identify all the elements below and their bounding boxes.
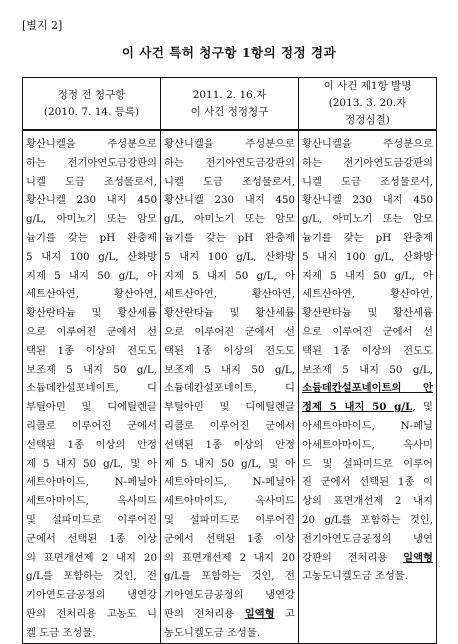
claim-text-segment: 5 내지 100 g/L, 산화방 — [302, 250, 433, 263]
header-cell-correction-request — [161, 78, 299, 131]
header-line: 이 사건 제1항 발명 — [323, 80, 412, 92]
claim-text-segment: 선택된 1종 이상의 안정 — [164, 438, 295, 451]
claim-text-line — [26, 361, 157, 380]
claim-text-segment: 세트아마이드, 옥사미드 — [164, 495, 295, 508]
claim-text-segment: 택된 1종 이상의 전도도 — [26, 344, 157, 357]
claim-text-line — [302, 135, 433, 154]
claim-text-line — [26, 455, 157, 474]
claim-text-segment: 진 군에서 선택된 1종 이 — [302, 476, 433, 489]
claim-text-line — [164, 605, 295, 624]
claim-text-line — [302, 342, 433, 361]
claim-text-segment: 보조제 5 내지 50 g/L, — [164, 363, 295, 376]
claim-text-segment: 부틸아민 및 디에틸렌글 — [164, 401, 295, 414]
claim-text-segment: 판의 전처리용 고농도 니 — [26, 607, 157, 620]
claim-text-segment: 보조제 5 내지 50 g/L, — [26, 363, 157, 376]
claim-text-segment: 및 설파미드로 이루어진 — [164, 513, 295, 526]
claim-text-line — [164, 191, 295, 210]
claim-text-line — [26, 586, 157, 605]
claim-text-line — [26, 624, 157, 643]
claim-text-claim1-invention — [299, 130, 437, 643]
claim-text-segment: g/L를 포함하는 것인, 전 — [164, 570, 295, 583]
claim-text-segment: 하는 전기아연도금강판의 — [302, 156, 433, 169]
claim-text-segment: 황산란타늄 및 황산세륨 — [26, 307, 157, 320]
claim-text-segment: 고 — [274, 607, 295, 620]
claim-text-segment: 아세트아마이드, N-페닐 — [302, 419, 433, 432]
claim-text-line — [26, 342, 157, 361]
claim-text-line — [302, 267, 433, 286]
claim-text-segment: 및 설파미드로 이루어진 — [26, 513, 157, 526]
header-line: 정정심결) — [345, 114, 390, 126]
claim-text-line — [26, 210, 157, 229]
claim-text-segment: 기아연도금공정의 냉연강 — [164, 589, 295, 602]
header-cell-claim1-invention — [299, 78, 437, 131]
claim-text-segment: 리콜로 이루어진 군에서 — [164, 419, 295, 432]
header-line: 이 사건 정정청구 — [190, 105, 269, 118]
claim-text-line — [164, 342, 295, 361]
claim-text-line — [164, 567, 295, 586]
claim-text-segment: 제 5 내지 50 g/L, 및 아 — [26, 457, 157, 470]
claim-text-segment: 하는 전기아연도금강판의 — [164, 156, 295, 169]
claim-text-segment: 늄기를 갖는 pH 완충제 — [164, 231, 295, 244]
emphasized-text: 정제 5 내지 50 g/L — [302, 401, 413, 414]
claim-text-segment: 의 표면개선제 2 내지 20 — [164, 551, 295, 564]
claim-text-line — [164, 361, 295, 380]
claim-text-line — [26, 492, 157, 511]
claim-text-segment: 아세트아마이드, 옥사미 — [302, 438, 433, 451]
claim-text-segment: 고농도니켈도금 조성물. — [302, 570, 409, 583]
claim-text-line — [26, 417, 157, 436]
claim-text-segment: 세트아마이드, N-페닐아 — [164, 476, 295, 489]
claim-text-line — [302, 379, 433, 398]
claim-text-line — [164, 586, 295, 605]
claim-text-segment: 으로 이루어진 군에서 선 — [164, 325, 295, 338]
claim-text-segment: 5 내지 100 g/L, 산화방 — [164, 250, 295, 263]
claim-text-line — [164, 417, 295, 436]
claim-text-segment: 부틸아민 및 디에틸렌글 — [26, 401, 157, 414]
claim-text-segment: 지제 5 내지 50 g/L, 아 — [164, 269, 295, 282]
claim-text-segment: 세트아마이드, N-페닐아 — [26, 476, 157, 489]
claim-text-segment: 군에서 선택된 1종 이상 — [26, 532, 157, 545]
claim-text-segment: 황산란타늄 및 황산세륨 — [164, 307, 295, 320]
claim-text-line — [164, 323, 295, 342]
claim-text-line — [164, 248, 295, 267]
emphasized-text: 일액형 — [403, 551, 433, 564]
claim-text-line — [164, 398, 295, 417]
claim-text-segment: 늄기를 갖는 pH 완충제 — [26, 231, 157, 244]
claim-text-line — [26, 229, 157, 248]
body-row — [23, 130, 437, 643]
claim-text-segment: , 및 — [412, 401, 433, 414]
claim-text-line — [164, 154, 295, 173]
claim-text-line — [26, 398, 157, 417]
claim-text-segment: 세트산아연, 황산아연, — [302, 288, 433, 301]
claim-text-segment: 선택된 1종 이상의 안정 — [26, 438, 157, 451]
claim-text-line — [26, 530, 157, 549]
annex-label: [별지 2] — [22, 19, 63, 32]
claim-text-line — [164, 267, 295, 286]
claim-text-line — [302, 436, 433, 455]
claim-text-segment: 켈 도금 조성물. — [26, 626, 96, 639]
claim-text-segment: 지제 5 내지 50 g/L, 아 — [302, 269, 433, 282]
claim-text-segment: 택된 1종 이상의 전도도 — [164, 344, 295, 357]
claim-text-line — [26, 173, 157, 192]
claim-text-line — [302, 361, 433, 380]
claim-text-segment: 리콜로 이루어진 군에서 — [26, 419, 157, 432]
claim-text-segment: 하는 전기아연도금강판의 — [26, 156, 157, 169]
claim-text-line — [26, 267, 157, 286]
claim-text-segment: g/L, 아미노기 또는 암모 — [26, 213, 157, 226]
claim-text-segment: 드 및 설파미드로 이루어 — [302, 457, 433, 470]
claim-text-line — [302, 549, 433, 568]
claim-text-line — [302, 511, 433, 530]
claim-text-segment: 농도니켈도금 조성물. — [164, 626, 261, 639]
claim-text-correction-request — [161, 130, 299, 643]
claim-text-segment: 군에서 선택된 1종 이상 — [164, 532, 295, 545]
claim-text-line — [164, 473, 295, 492]
claim-text-line — [302, 304, 433, 323]
claim-text-line — [302, 191, 433, 210]
claim-text-line — [26, 473, 157, 492]
header-line: (2013. 3. 20.자 — [328, 97, 407, 109]
claim-text-segment: 세트아마이드, 옥사미드 — [26, 495, 157, 508]
claim-text-line — [302, 285, 433, 304]
claim-text-line — [164, 173, 295, 192]
claim-text-line — [26, 323, 157, 342]
claim-text-segment: 보조제 5 내지 50 g/L, — [302, 363, 433, 376]
claim-text-segment: 으로 이루어진 군에서 선 — [302, 325, 433, 338]
claim-text-line — [26, 511, 157, 530]
claim-text-segment: 황산란타늄 및 황산세륨 — [302, 307, 433, 320]
emphasized-text: 일액형 — [244, 607, 275, 620]
claim-text-segment: 소듐데칸설포네이트, 디 — [164, 382, 295, 395]
header-line: 정정 전 청구항 — [57, 88, 126, 101]
claim-text-segment: 의 표면개선제 2 내지 20 — [26, 551, 157, 564]
header-line: 2011. 2. 16.자 — [192, 88, 267, 101]
claim-text-line — [26, 154, 157, 173]
claim-text-line — [164, 304, 295, 323]
claim-text-segment: 황산니켈을 주성분으로 — [302, 138, 433, 150]
claim-text-line — [164, 285, 295, 304]
claim-text-line — [302, 567, 433, 586]
claim-comparison-table — [22, 77, 437, 644]
claim-text-line — [164, 530, 295, 549]
claim-text-segment: g/L를 포함하는 것인, 전 — [26, 570, 157, 583]
claim-text-segment: 20 g/L를 포함하는 것인, — [302, 513, 433, 526]
claim-text-line — [26, 248, 157, 267]
claim-text-segment: 으로 이루어진 군에서 선 — [26, 325, 157, 338]
claim-text-segment: 판의 전처리용 — [164, 607, 245, 620]
claim-text-segment: 5 내지 100 g/L, 산화방 — [26, 250, 157, 263]
claim-text-segment: 황산니켈 230 내지 450 — [26, 194, 157, 207]
claim-text-line — [26, 549, 157, 568]
claim-text-line — [26, 567, 157, 586]
header-line: (2010. 7. 14. 등록) — [43, 105, 140, 118]
claim-text-line — [302, 492, 433, 511]
claim-text-line — [302, 210, 433, 229]
claim-text-line — [26, 436, 157, 455]
claim-text-segment: 강판의 전처리용 — [302, 551, 404, 564]
claim-text-line — [302, 417, 433, 436]
claim-text-line — [302, 248, 433, 267]
claim-text-segment: 니켈 도금 조성물로서, — [302, 175, 433, 188]
claim-text-segment: g/L, 아미노기 또는 암모 — [164, 213, 295, 226]
claim-text-line — [164, 379, 295, 398]
claim-text-line — [302, 530, 433, 549]
claim-text-segment: 황산니켈 230 내지 450 — [302, 194, 433, 207]
claim-text-segment: 상의 표면개선제 2 내지 — [302, 495, 433, 508]
header-row — [23, 78, 437, 131]
claim-text-line — [164, 229, 295, 248]
claim-text-line — [26, 304, 157, 323]
claim-text-segment: 황산니켈 230 내지 450 — [164, 194, 295, 207]
claim-text-segment: g/L, 아미노기 또는 암모 — [302, 213, 433, 226]
claim-text-line — [26, 135, 157, 154]
claim-text-segment: 제 5 내지 50 g/L, 및 아 — [164, 457, 295, 470]
claim-text-segment: 세트산아연, 황산아연, — [26, 288, 157, 301]
header-cell-before-correction — [23, 78, 161, 131]
claim-text-segment: 니켈 도금 조성물로서, — [26, 175, 157, 188]
claim-text-line — [164, 436, 295, 455]
claim-text-segment: 지제 5 내지 50 g/L, 아 — [26, 269, 157, 282]
claim-text-segment: 택된 1종 이상의 전도도 — [302, 344, 433, 357]
claim-text-line — [302, 455, 433, 474]
claim-text-line — [26, 285, 157, 304]
claim-text-segment: 전기아연도금공정의 냉연 — [302, 532, 433, 545]
claim-text-line — [164, 549, 295, 568]
claim-text-line — [302, 323, 433, 342]
claim-text-segment: 소듐데칸설포네이트, 디 — [26, 382, 157, 395]
claim-text-line — [302, 173, 433, 192]
claim-text-segment: 황산니켈을 주성분으로 — [26, 138, 157, 150]
claim-text-segment: 늄기를 갖는 pH 완충제 — [302, 231, 433, 244]
claim-text-line — [26, 605, 157, 624]
claim-text-line — [302, 473, 433, 492]
claim-text-line — [164, 455, 295, 474]
claim-text-line — [164, 492, 295, 511]
claim-text-line — [164, 135, 295, 154]
claim-text-line — [164, 210, 295, 229]
claim-text-line — [164, 511, 295, 530]
claim-text-line — [26, 191, 157, 210]
claim-text-line — [302, 154, 433, 173]
emphasized-text: 소듐데칸설포네이트의 안 — [302, 382, 433, 395]
document-title: 이 사건 특허 청구항 1항의 정정 경과 — [121, 45, 337, 60]
claim-text-segment: 황산니켈을 주성분으로 — [164, 138, 295, 150]
claim-text-line — [302, 398, 433, 417]
claim-text-segment: 니켈 도금 조성물로서, — [164, 175, 295, 188]
claim-text-line — [26, 379, 157, 398]
claim-text-segment: 세트산아연, 황산아연, — [164, 288, 295, 301]
claim-text-line — [302, 229, 433, 248]
claim-text-segment: 기아연도금공정의 냉연강 — [26, 589, 157, 602]
claim-text-before-correction — [23, 130, 161, 643]
claim-text-line — [164, 624, 295, 643]
